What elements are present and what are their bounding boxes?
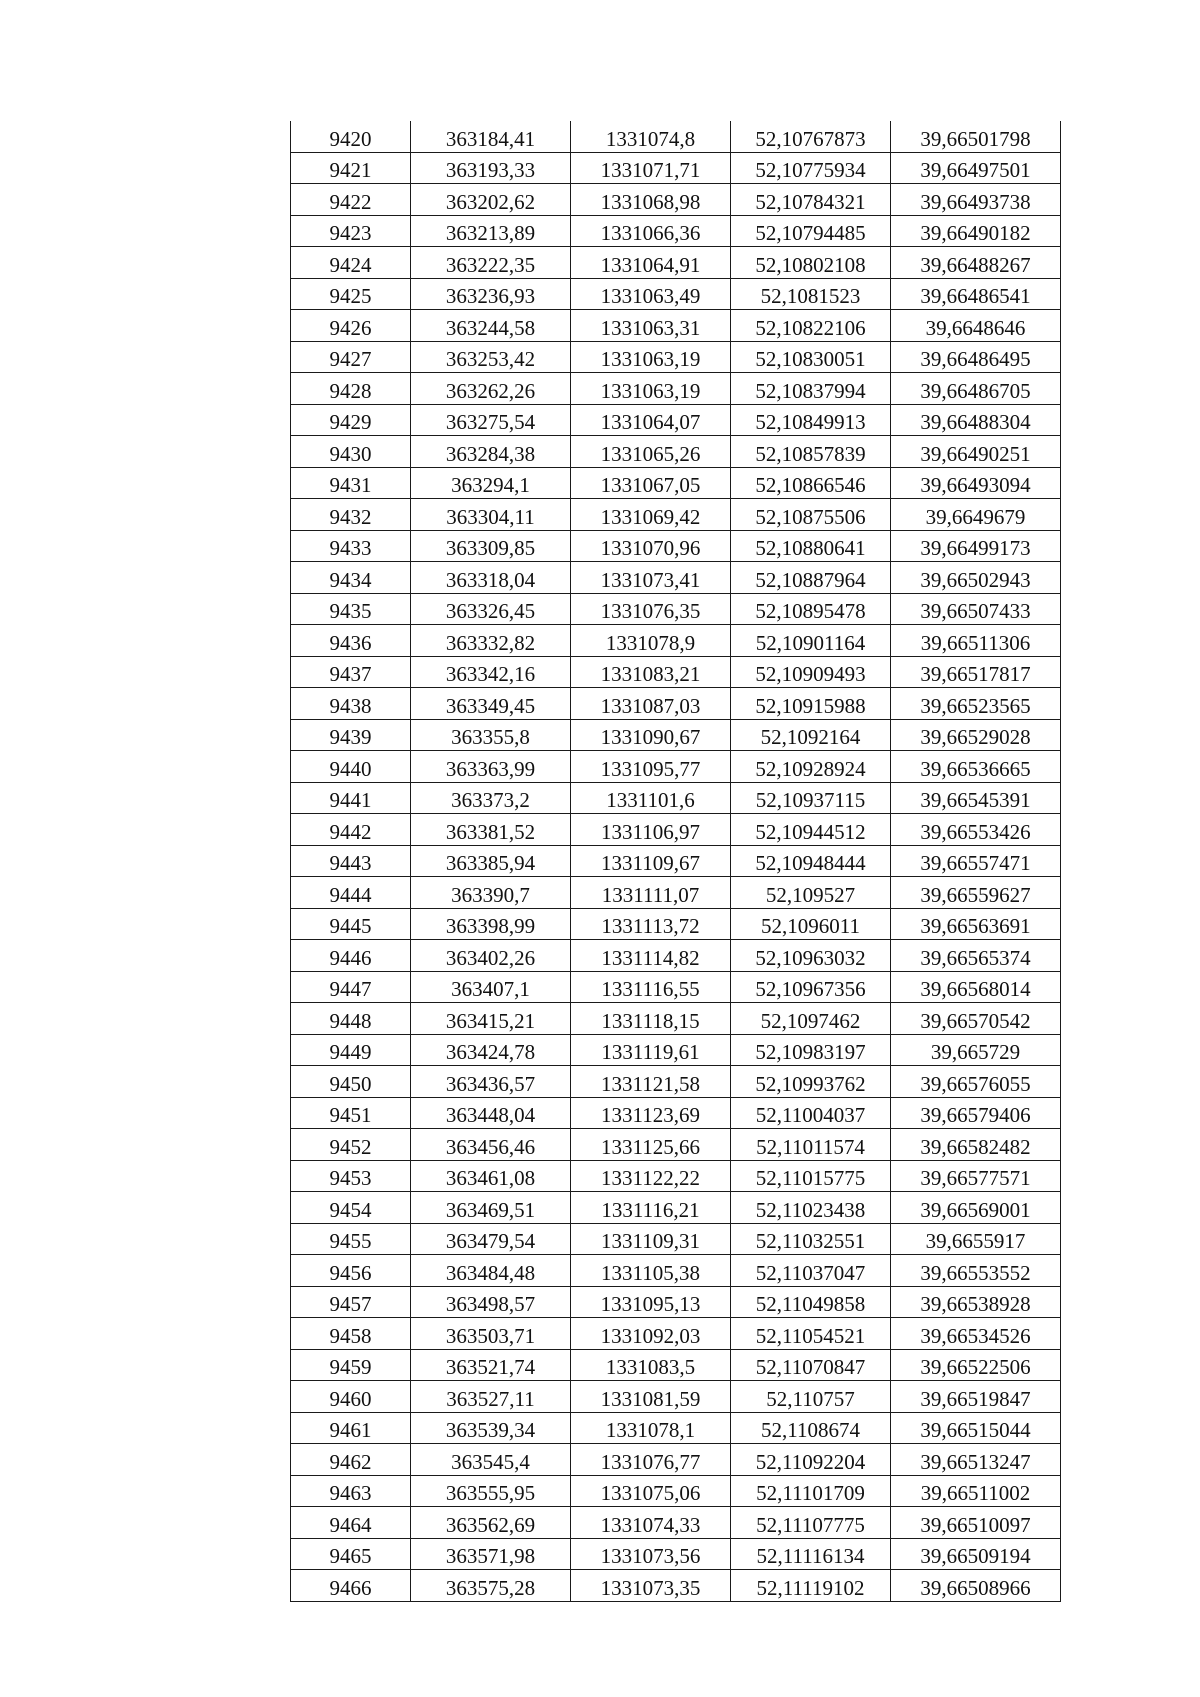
longitude-cell: 39,66529028 <box>891 719 1061 751</box>
table-row <box>291 499 1061 531</box>
y-coordinate-cell: 1331119,61 <box>571 1034 731 1066</box>
table-row <box>291 373 1061 405</box>
table-row <box>291 877 1061 909</box>
point-number-cell: 9459 <box>291 1349 411 1381</box>
longitude-cell: 39,66523565 <box>891 688 1061 720</box>
table-row <box>291 656 1061 688</box>
longitude-cell: 39,66509194 <box>891 1538 1061 1570</box>
point-number-cell: 9424 <box>291 247 411 279</box>
longitude-cell: 39,6648646 <box>891 310 1061 342</box>
y-coordinate-cell: 1331125,66 <box>571 1129 731 1161</box>
latitude-cell: 52,11049858 <box>731 1286 891 1318</box>
table-row <box>291 1349 1061 1381</box>
point-number-cell: 9453 <box>291 1160 411 1192</box>
x-coordinate-cell: 363253,42 <box>411 341 571 373</box>
longitude-cell: 39,66510097 <box>891 1507 1061 1539</box>
y-coordinate-cell: 1331081,59 <box>571 1381 731 1413</box>
latitude-cell: 52,11004037 <box>731 1097 891 1129</box>
y-coordinate-cell: 1331063,19 <box>571 341 731 373</box>
latitude-cell: 52,10993762 <box>731 1066 891 1098</box>
x-coordinate-cell: 363390,7 <box>411 877 571 909</box>
longitude-cell: 39,66519847 <box>891 1381 1061 1413</box>
latitude-cell: 52,10849913 <box>731 404 891 436</box>
point-number-cell: 9465 <box>291 1538 411 1570</box>
table-row <box>291 782 1061 814</box>
longitude-cell: 39,66568014 <box>891 971 1061 1003</box>
longitude-cell: 39,6649679 <box>891 499 1061 531</box>
y-coordinate-cell: 1331070,96 <box>571 530 731 562</box>
latitude-cell: 52,10915988 <box>731 688 891 720</box>
latitude-cell: 52,10837994 <box>731 373 891 405</box>
y-coordinate-cell: 1331067,05 <box>571 467 731 499</box>
point-number-cell: 9426 <box>291 310 411 342</box>
longitude-cell: 39,66507433 <box>891 593 1061 625</box>
latitude-cell: 52,11119102 <box>731 1570 891 1602</box>
x-coordinate-cell: 363363,99 <box>411 751 571 783</box>
y-coordinate-cell: 1331064,07 <box>571 404 731 436</box>
latitude-cell: 52,11101709 <box>731 1475 891 1507</box>
latitude-cell: 52,10794485 <box>731 215 891 247</box>
point-number-cell: 9438 <box>291 688 411 720</box>
table-row <box>291 1097 1061 1129</box>
latitude-cell: 52,10875506 <box>731 499 891 531</box>
longitude-cell: 39,66563691 <box>891 908 1061 940</box>
longitude-cell: 39,66486495 <box>891 341 1061 373</box>
x-coordinate-cell: 363398,99 <box>411 908 571 940</box>
x-coordinate-cell: 363503,71 <box>411 1318 571 1350</box>
table-row <box>291 1160 1061 1192</box>
x-coordinate-cell: 363318,04 <box>411 562 571 594</box>
longitude-cell: 39,66488304 <box>891 404 1061 436</box>
y-coordinate-cell: 1331083,21 <box>571 656 731 688</box>
longitude-cell: 39,66502943 <box>891 562 1061 594</box>
table-row <box>291 278 1061 310</box>
x-coordinate-cell: 363202,62 <box>411 184 571 216</box>
table-row <box>291 908 1061 940</box>
point-number-cell: 9451 <box>291 1097 411 1129</box>
y-coordinate-cell: 1331105,38 <box>571 1255 731 1287</box>
x-coordinate-cell: 363309,85 <box>411 530 571 562</box>
latitude-cell: 52,11015775 <box>731 1160 891 1192</box>
x-coordinate-cell: 363349,45 <box>411 688 571 720</box>
latitude-cell: 52,10802108 <box>731 247 891 279</box>
point-number-cell: 9427 <box>291 341 411 373</box>
y-coordinate-cell: 1331111,07 <box>571 877 731 909</box>
y-coordinate-cell: 1331073,56 <box>571 1538 731 1570</box>
longitude-cell: 39,66534526 <box>891 1318 1061 1350</box>
point-number-cell: 9450 <box>291 1066 411 1098</box>
y-coordinate-cell: 1331065,26 <box>571 436 731 468</box>
y-coordinate-cell: 1331118,15 <box>571 1003 731 1035</box>
longitude-cell: 39,66490251 <box>891 436 1061 468</box>
point-number-cell: 9455 <box>291 1223 411 1255</box>
y-coordinate-cell: 1331073,41 <box>571 562 731 594</box>
latitude-cell: 52,10928924 <box>731 751 891 783</box>
x-coordinate-cell: 363479,54 <box>411 1223 571 1255</box>
longitude-cell: 39,66486541 <box>891 278 1061 310</box>
y-coordinate-cell: 1331109,31 <box>571 1223 731 1255</box>
table-row <box>291 625 1061 657</box>
y-coordinate-cell: 1331113,72 <box>571 908 731 940</box>
point-number-cell: 9449 <box>291 1034 411 1066</box>
y-coordinate-cell: 1331063,31 <box>571 310 731 342</box>
table-row <box>291 1223 1061 1255</box>
latitude-cell: 52,10775934 <box>731 152 891 184</box>
longitude-cell: 39,66486705 <box>891 373 1061 405</box>
y-coordinate-cell: 1331069,42 <box>571 499 731 531</box>
table-row <box>291 184 1061 216</box>
latitude-cell: 52,11011574 <box>731 1129 891 1161</box>
table-row <box>291 1034 1061 1066</box>
latitude-cell: 52,10880641 <box>731 530 891 562</box>
point-number-cell: 9420 <box>291 121 411 152</box>
y-coordinate-cell: 1331066,36 <box>571 215 731 247</box>
table-row <box>291 310 1061 342</box>
longitude-cell: 39,66577571 <box>891 1160 1061 1192</box>
latitude-cell: 52,10901164 <box>731 625 891 657</box>
point-number-cell: 9439 <box>291 719 411 751</box>
table-row <box>291 215 1061 247</box>
x-coordinate-cell: 363355,8 <box>411 719 571 751</box>
longitude-cell: 39,66499173 <box>891 530 1061 562</box>
longitude-cell: 39,66559627 <box>891 877 1061 909</box>
x-coordinate-cell: 363326,45 <box>411 593 571 625</box>
x-coordinate-cell: 363448,04 <box>411 1097 571 1129</box>
x-coordinate-cell: 363284,38 <box>411 436 571 468</box>
x-coordinate-cell: 363461,08 <box>411 1160 571 1192</box>
latitude-cell: 52,10948444 <box>731 845 891 877</box>
latitude-cell: 52,1081523 <box>731 278 891 310</box>
point-number-cell: 9454 <box>291 1192 411 1224</box>
table-row <box>291 562 1061 594</box>
y-coordinate-cell: 1331087,03 <box>571 688 731 720</box>
longitude-cell: 39,6655917 <box>891 1223 1061 1255</box>
y-coordinate-cell: 1331116,55 <box>571 971 731 1003</box>
x-coordinate-cell: 363304,11 <box>411 499 571 531</box>
x-coordinate-cell: 363498,57 <box>411 1286 571 1318</box>
point-number-cell: 9421 <box>291 152 411 184</box>
table-row <box>291 1507 1061 1539</box>
latitude-cell: 52,10767873 <box>731 121 891 152</box>
point-number-cell: 9445 <box>291 908 411 940</box>
y-coordinate-cell: 1331109,67 <box>571 845 731 877</box>
point-number-cell: 9442 <box>291 814 411 846</box>
table-row <box>291 593 1061 625</box>
point-number-cell: 9456 <box>291 1255 411 1287</box>
x-coordinate-cell: 363539,34 <box>411 1412 571 1444</box>
x-coordinate-cell: 363484,48 <box>411 1255 571 1287</box>
longitude-cell: 39,66570542 <box>891 1003 1061 1035</box>
point-number-cell: 9423 <box>291 215 411 247</box>
table-row <box>291 1412 1061 1444</box>
x-coordinate-cell: 363213,89 <box>411 215 571 247</box>
point-number-cell: 9461 <box>291 1412 411 1444</box>
point-number-cell: 9436 <box>291 625 411 657</box>
y-coordinate-cell: 1331073,35 <box>571 1570 731 1602</box>
y-coordinate-cell: 1331078,9 <box>571 625 731 657</box>
y-coordinate-cell: 1331116,21 <box>571 1192 731 1224</box>
longitude-cell: 39,66501798 <box>891 121 1061 152</box>
longitude-cell: 39,66508966 <box>891 1570 1061 1602</box>
x-coordinate-cell: 363521,74 <box>411 1349 571 1381</box>
point-number-cell: 9466 <box>291 1570 411 1602</box>
longitude-cell: 39,66576055 <box>891 1066 1061 1098</box>
y-coordinate-cell: 1331095,13 <box>571 1286 731 1318</box>
longitude-cell: 39,66522506 <box>891 1349 1061 1381</box>
coordinates-table-body <box>291 121 1061 1601</box>
point-number-cell: 9432 <box>291 499 411 531</box>
y-coordinate-cell: 1331076,77 <box>571 1444 731 1476</box>
table-row <box>291 1570 1061 1602</box>
latitude-cell: 52,11092204 <box>731 1444 891 1476</box>
latitude-cell: 52,11116134 <box>731 1538 891 1570</box>
longitude-cell: 39,66513247 <box>891 1444 1061 1476</box>
table-row <box>291 530 1061 562</box>
table-row <box>291 940 1061 972</box>
table-row <box>291 845 1061 877</box>
latitude-cell: 52,10937115 <box>731 782 891 814</box>
longitude-cell: 39,66511002 <box>891 1475 1061 1507</box>
table-row <box>291 1286 1061 1318</box>
x-coordinate-cell: 363555,95 <box>411 1475 571 1507</box>
y-coordinate-cell: 1331068,98 <box>571 184 731 216</box>
x-coordinate-cell: 363332,82 <box>411 625 571 657</box>
y-coordinate-cell: 1331076,35 <box>571 593 731 625</box>
point-number-cell: 9464 <box>291 1507 411 1539</box>
longitude-cell: 39,66538928 <box>891 1286 1061 1318</box>
point-number-cell: 9434 <box>291 562 411 594</box>
table-row <box>291 1066 1061 1098</box>
latitude-cell: 52,11032551 <box>731 1223 891 1255</box>
x-coordinate-cell: 363527,11 <box>411 1381 571 1413</box>
longitude-cell: 39,66557471 <box>891 845 1061 877</box>
y-coordinate-cell: 1331063,49 <box>571 278 731 310</box>
coordinates-table <box>290 121 1061 1602</box>
x-coordinate-cell: 363402,26 <box>411 940 571 972</box>
x-coordinate-cell: 363342,16 <box>411 656 571 688</box>
y-coordinate-cell: 1331064,91 <box>571 247 731 279</box>
x-coordinate-cell: 363415,21 <box>411 1003 571 1035</box>
table-row <box>291 814 1061 846</box>
latitude-cell: 52,11054521 <box>731 1318 891 1350</box>
table-row <box>291 719 1061 751</box>
point-number-cell: 9429 <box>291 404 411 436</box>
longitude-cell: 39,66493094 <box>891 467 1061 499</box>
x-coordinate-cell: 363275,54 <box>411 404 571 436</box>
table-row <box>291 341 1061 373</box>
point-number-cell: 9458 <box>291 1318 411 1350</box>
latitude-cell: 52,10830051 <box>731 341 891 373</box>
table-row <box>291 1318 1061 1350</box>
latitude-cell: 52,10963032 <box>731 940 891 972</box>
y-coordinate-cell: 1331101,6 <box>571 782 731 814</box>
longitude-cell: 39,665729 <box>891 1034 1061 1066</box>
point-number-cell: 9422 <box>291 184 411 216</box>
x-coordinate-cell: 363575,28 <box>411 1570 571 1602</box>
y-coordinate-cell: 1331123,69 <box>571 1097 731 1129</box>
latitude-cell: 52,10822106 <box>731 310 891 342</box>
table-row <box>291 1192 1061 1224</box>
latitude-cell: 52,110757 <box>731 1381 891 1413</box>
longitude-cell: 39,66553552 <box>891 1255 1061 1287</box>
y-coordinate-cell: 1331092,03 <box>571 1318 731 1350</box>
longitude-cell: 39,66517817 <box>891 656 1061 688</box>
x-coordinate-cell: 363294,1 <box>411 467 571 499</box>
point-number-cell: 9441 <box>291 782 411 814</box>
x-coordinate-cell: 363436,57 <box>411 1066 571 1098</box>
longitude-cell: 39,66582482 <box>891 1129 1061 1161</box>
x-coordinate-cell: 363184,41 <box>411 121 571 152</box>
x-coordinate-cell: 363424,78 <box>411 1034 571 1066</box>
point-number-cell: 9430 <box>291 436 411 468</box>
x-coordinate-cell: 363385,94 <box>411 845 571 877</box>
point-number-cell: 9440 <box>291 751 411 783</box>
x-coordinate-cell: 363262,26 <box>411 373 571 405</box>
point-number-cell: 9457 <box>291 1286 411 1318</box>
latitude-cell: 52,10909493 <box>731 656 891 688</box>
point-number-cell: 9452 <box>291 1129 411 1161</box>
point-number-cell: 9462 <box>291 1444 411 1476</box>
longitude-cell: 39,66569001 <box>891 1192 1061 1224</box>
latitude-cell: 52,1097462 <box>731 1003 891 1035</box>
y-coordinate-cell: 1331122,22 <box>571 1160 731 1192</box>
y-coordinate-cell: 1331075,06 <box>571 1475 731 1507</box>
point-number-cell: 9443 <box>291 845 411 877</box>
table-row <box>291 688 1061 720</box>
longitude-cell: 39,66490182 <box>891 215 1061 247</box>
y-coordinate-cell: 1331095,77 <box>571 751 731 783</box>
point-number-cell: 9435 <box>291 593 411 625</box>
y-coordinate-cell: 1331063,19 <box>571 373 731 405</box>
point-number-cell: 9425 <box>291 278 411 310</box>
y-coordinate-cell: 1331121,58 <box>571 1066 731 1098</box>
table-row <box>291 1538 1061 1570</box>
x-coordinate-cell: 363545,4 <box>411 1444 571 1476</box>
latitude-cell: 52,11070847 <box>731 1349 891 1381</box>
table-row <box>291 121 1061 152</box>
x-coordinate-cell: 363571,98 <box>411 1538 571 1570</box>
latitude-cell: 52,10967356 <box>731 971 891 1003</box>
y-coordinate-cell: 1331106,97 <box>571 814 731 846</box>
longitude-cell: 39,66545391 <box>891 782 1061 814</box>
latitude-cell: 52,1092164 <box>731 719 891 751</box>
table-row <box>291 1444 1061 1476</box>
table-row <box>291 404 1061 436</box>
point-number-cell: 9463 <box>291 1475 411 1507</box>
longitude-cell: 39,66536665 <box>891 751 1061 783</box>
table-row <box>291 1381 1061 1413</box>
latitude-cell: 52,11037047 <box>731 1255 891 1287</box>
point-number-cell: 9433 <box>291 530 411 562</box>
point-number-cell: 9437 <box>291 656 411 688</box>
x-coordinate-cell: 363456,46 <box>411 1129 571 1161</box>
x-coordinate-cell: 363381,52 <box>411 814 571 846</box>
table-row <box>291 152 1061 184</box>
x-coordinate-cell: 363222,35 <box>411 247 571 279</box>
table-row <box>291 467 1061 499</box>
table-row <box>291 436 1061 468</box>
point-number-cell: 9428 <box>291 373 411 405</box>
longitude-cell: 39,66515044 <box>891 1412 1061 1444</box>
table-row <box>291 1003 1061 1035</box>
point-number-cell: 9431 <box>291 467 411 499</box>
latitude-cell: 52,11107775 <box>731 1507 891 1539</box>
y-coordinate-cell: 1331074,33 <box>571 1507 731 1539</box>
longitude-cell: 39,66511306 <box>891 625 1061 657</box>
table-row <box>291 1129 1061 1161</box>
point-number-cell: 9444 <box>291 877 411 909</box>
y-coordinate-cell: 1331074,8 <box>571 121 731 152</box>
x-coordinate-cell: 363562,69 <box>411 1507 571 1539</box>
point-number-cell: 9446 <box>291 940 411 972</box>
y-coordinate-cell: 1331090,67 <box>571 719 731 751</box>
latitude-cell: 52,109527 <box>731 877 891 909</box>
latitude-cell: 52,10866546 <box>731 467 891 499</box>
longitude-cell: 39,66565374 <box>891 940 1061 972</box>
latitude-cell: 52,10895478 <box>731 593 891 625</box>
point-number-cell: 9460 <box>291 1381 411 1413</box>
latitude-cell: 52,10784321 <box>731 184 891 216</box>
latitude-cell: 52,10887964 <box>731 562 891 594</box>
y-coordinate-cell: 1331078,1 <box>571 1412 731 1444</box>
longitude-cell: 39,66493738 <box>891 184 1061 216</box>
x-coordinate-cell: 363236,93 <box>411 278 571 310</box>
latitude-cell: 52,10944512 <box>731 814 891 846</box>
y-coordinate-cell: 1331083,5 <box>571 1349 731 1381</box>
point-number-cell: 9447 <box>291 971 411 1003</box>
latitude-cell: 52,10857839 <box>731 436 891 468</box>
latitude-cell: 52,1108674 <box>731 1412 891 1444</box>
table-row <box>291 971 1061 1003</box>
x-coordinate-cell: 363373,2 <box>411 782 571 814</box>
table-row <box>291 1255 1061 1287</box>
x-coordinate-cell: 363407,1 <box>411 971 571 1003</box>
latitude-cell: 52,11023438 <box>731 1192 891 1224</box>
longitude-cell: 39,66553426 <box>891 814 1061 846</box>
table-row <box>291 751 1061 783</box>
y-coordinate-cell: 1331071,71 <box>571 152 731 184</box>
longitude-cell: 39,66497501 <box>891 152 1061 184</box>
x-coordinate-cell: 363244,58 <box>411 310 571 342</box>
x-coordinate-cell: 363469,51 <box>411 1192 571 1224</box>
x-coordinate-cell: 363193,33 <box>411 152 571 184</box>
point-number-cell: 9448 <box>291 1003 411 1035</box>
table-row <box>291 1475 1061 1507</box>
table-row <box>291 247 1061 279</box>
longitude-cell: 39,66488267 <box>891 247 1061 279</box>
latitude-cell: 52,10983197 <box>731 1034 891 1066</box>
y-coordinate-cell: 1331114,82 <box>571 940 731 972</box>
latitude-cell: 52,1096011 <box>731 908 891 940</box>
longitude-cell: 39,66579406 <box>891 1097 1061 1129</box>
